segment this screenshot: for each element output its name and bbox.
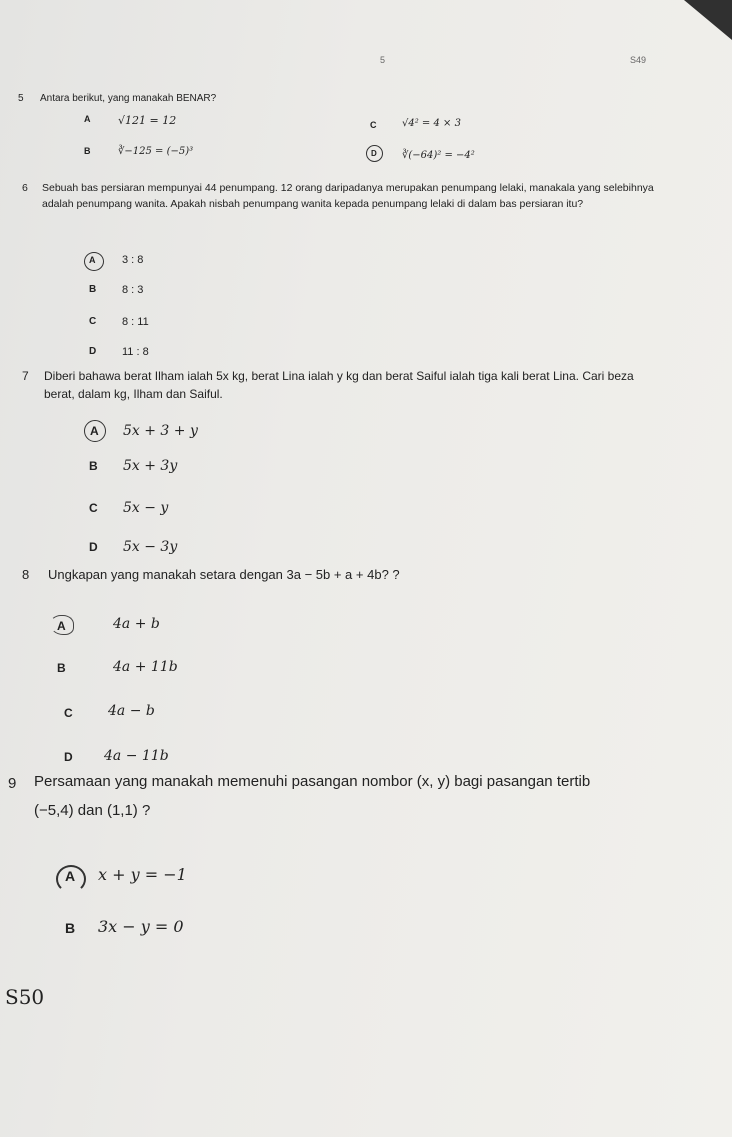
option-label: A [84,114,91,124]
option-label: B [89,284,97,295]
folded-corner [684,0,732,40]
option-label: D [371,149,377,158]
page-number-right: S49 [630,55,647,65]
option-text: 4a + b [113,616,160,632]
question-text: Diberi bahawa berat Ilham ialah 5x kg, berat Lina ialah y kg dan berat Saiful ialah tiga kali berat Lina. Cari beza berat, dalam kg, Ilham dan Saiful. [44,369,634,401]
option-text: 8 : 3 [122,284,144,296]
option-text: ∛(−64)² = −4² [402,150,475,161]
option-text: 4a − 11b [104,748,169,764]
option-text: √121 = 12 [118,114,177,127]
question-text-line1: Persamaan yang manakah memenuhi pasangan nombor (x, y) bagi pasangan tertib [34,773,591,790]
option-text: 4a + 11b [113,659,178,675]
option-label: C [89,316,97,327]
option-label: A [90,424,99,438]
question-number: 9 [8,775,17,792]
option-label: B [57,661,66,675]
option-label: D [64,750,73,764]
page-number-left: 5 [380,55,386,65]
question-8 [22,566,662,585]
question-text: Sebuah bas persiaran mempunyai 44 penumpang. 12 orang daripadanya merupakan penumpang lelaki, manakala yang selebihnya adalah penumpang wanita. Apakah nisbah penumpang wanita kepada penumpang lelaki di dalam bas persiaran itu? [42,182,654,211]
option-label: C [370,120,377,130]
option-text: √4² = 4 × 3 [402,118,461,129]
question-number: 6 [22,182,28,194]
option-text: 5x − 3y [123,539,178,555]
option-label: D [89,346,97,357]
question-5 [18,92,678,107]
question-number: 5 [18,93,24,104]
question-text: Ungkapan yang manakah setara dengan 3a − 5b + a + 4b? ? [48,567,400,582]
question-9 [8,770,728,823]
option-text: 11 : 8 [122,346,149,358]
option-label: B [65,920,76,936]
option-text: 5x + 3 + y [123,423,198,439]
question-text: Antara berikut, yang manakah BENAR? [40,93,217,104]
page-code-footer: S50 [5,985,45,1009]
question-6 [22,180,662,213]
option-label: C [64,706,73,720]
question-number: 8 [22,567,30,582]
option-label: A [57,619,66,633]
question-number: 7 [22,369,29,383]
option-label: A [65,868,76,884]
option-text: 4a − b [108,703,155,719]
option-label: A [89,255,96,265]
option-label: C [89,501,98,515]
option-label: D [89,540,98,554]
option-text: x + y = −1 [98,865,187,884]
option-text: 8 : 11 [122,316,149,328]
option-text: 5x − y [123,500,169,516]
question-7 [22,367,662,403]
option-text: 5x + 3y [123,458,178,474]
question-text-line2: (−5,4) dan (1,1) ? [34,802,151,820]
option-label: B [84,146,91,156]
option-label: B [89,459,98,473]
option-text: 3x − y = 0 [98,917,184,936]
option-text: 3 : 8 [122,254,144,266]
option-text: ∛−125 = (−5)³ [118,146,194,157]
